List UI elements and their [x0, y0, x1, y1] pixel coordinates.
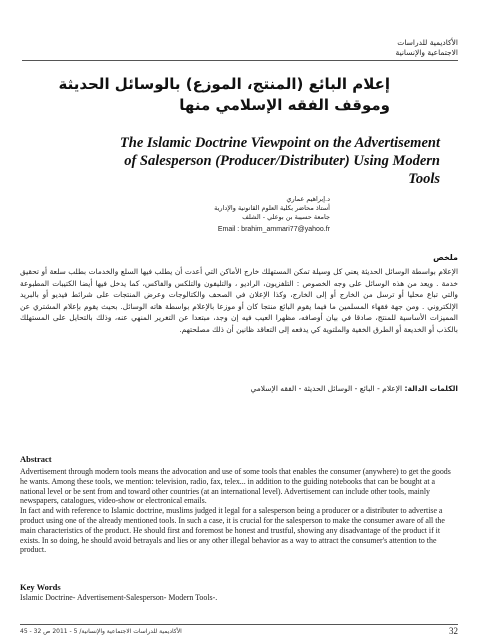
journal-name-line2: الاجتماعية والإنسانية — [395, 48, 458, 57]
footer-reference: الأكاديمية للدراسات الاجتماعية والإنسانية/ 5 - 2011 ص 32 - 45 — [20, 628, 182, 635]
english-abstract-paragraph-2: In fact and with reference to Islamic doctrine, muslims judged it legal for a salesperson being a producer or a distributer to advertise a product using one of the already mentioned tools. In such a case, it is crucial for the salesperson to make the consumer aware of all the main characteristics of the product. He should first and foremost be honest and trustful, showing any disadvantage of the product if it exists. In so doing, he should avoid betrayals and lies or any other illegal behavior as a way to attract the consumer's attention to the product. — [20, 506, 445, 555]
english-abstract-heading: Abstract — [20, 454, 52, 464]
footer-divider — [20, 624, 458, 625]
arabic-abstract-heading: ملخص — [433, 253, 458, 262]
english-keywords-heading: Key Words — [20, 582, 61, 592]
arabic-keywords-text: الإعلام - البائع - الوسائل الحديثة - الفقه الإسلامي — [250, 384, 403, 393]
english-abstract — [20, 467, 458, 555]
page-number: 32 — [449, 626, 458, 636]
arabic-keywords-label: الكلمات الدالة: — [404, 384, 458, 393]
author-email: Email : brahim_ammari77@yahoo.fr — [217, 226, 330, 233]
author-university: جامعة حسيبة بن بوعلي - الشلف — [242, 213, 330, 221]
author-position: أستاذ محاضر بكلية العلوم القانونية والإدارية — [214, 204, 330, 212]
author-block — [90, 195, 330, 222]
author-name: د.إبراهيم عماري — [286, 195, 330, 203]
arabic-keywords — [251, 384, 458, 393]
journal-name-line1: الأكاديمية للدراسات — [397, 38, 458, 47]
english-title: The Islamic Doctrine Viewpoint on the Advertisement of Salesperson (Producer/Distributer) Using Modern Tools — [119, 135, 440, 187]
english-abstract-paragraph-1: Advertisement through modern tools means the advocation and use of some tools that enables the consumer (anywhere) to get the goods he wants. Among these tools, we mention: television, radio, fax, telex... in addition to the guiding notebooks that can be bought at a national level or be sent from and toward other countries (at an international level). Advertisement can include other tools, mainly newspapers, catalogues, video-show or electronical emails. — [20, 467, 451, 506]
journal-header — [396, 38, 458, 58]
arabic-title: إعلام البائع (المنتج، الموزع) بالوسائل الحديثة وموقف الفقه الإسلامي منها — [58, 75, 390, 114]
english-keywords-text: Islamic Doctrine- Advertisement-Salesperson- Modern Tools-. — [20, 593, 218, 602]
arabic-abstract-text: الإعلام بواسطة الوسائل الحديثة يعني كل وسيلة تمكن المستهلك خارج الأماكن التي أعدت أن يطلب فيها السلع والخدمات بطلب سلعة أو تحقيق خدمة . ويعد من هذه الوسائل على وجه الخصوص : التلفزيون، الراديو ، والتليفون والتلكس والفاكس، كما يدخل فيها أيضا الكتيبات المطبوعة والتي تباع محليا أو ترسل من الخارج أو إلى الخارج، وكذا الإعلان في الصحف والكتالوجات وعرض المنتجات على شرائط فيديو أو بالبريد الإلكتروني . ومن جهة فقهاء المسلمين ما فيما يقوم البائع منتجا كان أو موزعا بالإعلام بواسطة هاته الوسائل. بحيث يقوم بإعلام المشتري عن المميزات الأساسية للمنتج، صادقا في بيان أوصافه، مظهرا العيب فيه إن وجد، مبتعدا عن التغرير المنهي عنه، وذلك بالتحايل على المستهلك بالكذب أو الخديعة أو الطرق الخفية والملتوية كي يدفعه إلى التعاقد ظانين أن ذلك مصلحتهم. — [20, 267, 458, 334]
header-divider — [22, 60, 458, 61]
